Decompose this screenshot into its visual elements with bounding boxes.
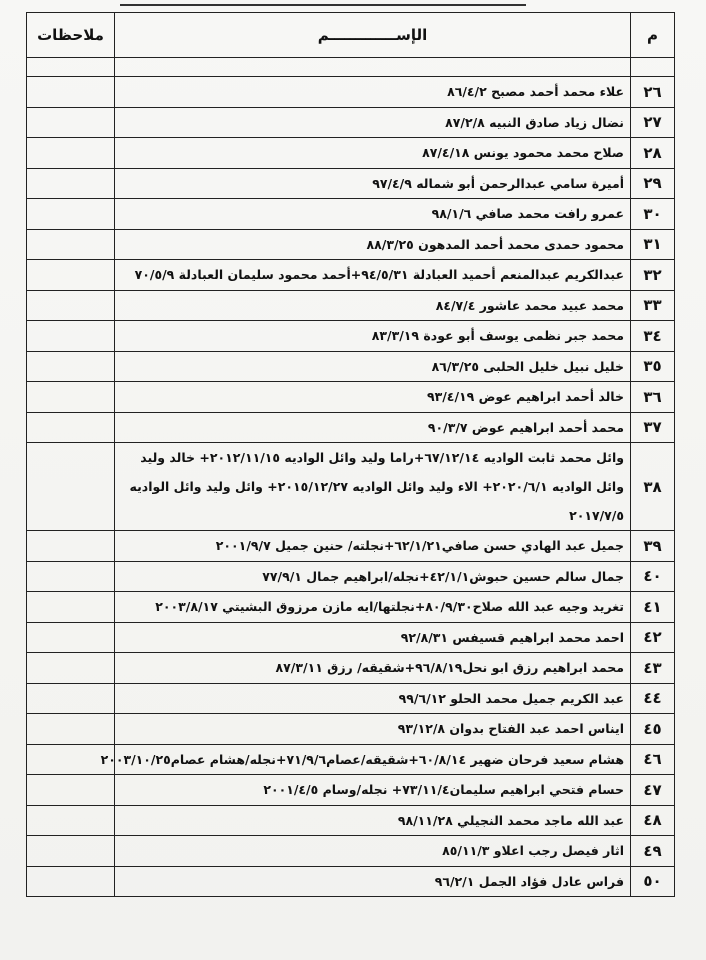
table-row bbox=[27, 775, 675, 806]
row-notes bbox=[27, 168, 115, 199]
row-notes bbox=[27, 77, 115, 108]
row-name: خالد أحمد ابراهيم عوض ٩٣/٤/١٩ bbox=[115, 382, 631, 413]
row-number: ٥٠ bbox=[631, 866, 675, 897]
row-name: فراس عادل فؤاد الجمل ٩٦/٢/١ bbox=[115, 866, 631, 897]
header-notes: ملاحظات bbox=[27, 13, 115, 58]
row-name: عمرو رافت محمد صافي ٩٨/١/٦ bbox=[115, 199, 631, 230]
row-notes bbox=[27, 683, 115, 714]
row-notes bbox=[27, 382, 115, 413]
row-number: ٢٧ bbox=[631, 107, 675, 138]
row-name: عبدالكريم عبدالمنعم أحميد العبادلة ٩٤/٥/٣١+أحمد محمود سليمان العبادلة ٧٠/٥/٩ bbox=[115, 260, 631, 291]
header-number: م bbox=[631, 13, 675, 58]
top-header-line bbox=[120, 0, 526, 6]
row-name: محمود حمدى محمد أحمد المدهون ٨٨/٣/٢٥ bbox=[115, 229, 631, 260]
row-number: ٤٩ bbox=[631, 836, 675, 867]
row-number: ٣٩ bbox=[631, 531, 675, 562]
row-name: ايناس احمد عبد الفتاح بدوان ٩٣/١٢/٨ bbox=[115, 714, 631, 745]
table-row bbox=[27, 622, 675, 653]
header-name: الإســـــــــــــم bbox=[115, 13, 631, 58]
row-name: محمد ابراهيم رزق ابو نحل٩٦/٨/١٩+شقيقه/ رزق ٨٧/٣/١١ bbox=[115, 653, 631, 684]
row-number: ٤٤ bbox=[631, 683, 675, 714]
table-row bbox=[27, 107, 675, 138]
row-name: نضال زياد صادق النبيه ٨٧/٢/٨ bbox=[115, 107, 631, 138]
table-row bbox=[27, 866, 675, 897]
names-table bbox=[26, 12, 675, 897]
row-name: محمد جبر نظمى يوسف أبو عودة ٨٣/٣/١٩ bbox=[115, 321, 631, 352]
row-name: عبد الله ماجد محمد النجيلي ٩٨/١١/٢٨ bbox=[115, 805, 631, 836]
row-notes bbox=[27, 866, 115, 897]
row-name: محمد عبيد محمد عاشور ٨٤/٧/٤ bbox=[115, 290, 631, 321]
row-number: ٣٢ bbox=[631, 260, 675, 291]
table-row bbox=[27, 351, 675, 382]
row-number: ٤٦ bbox=[631, 744, 675, 775]
table-header-row bbox=[27, 13, 675, 58]
row-name: تغريد وجيه عبد الله صلاح٨٠/٩/٣٠+نجلتها/ايه مازن مرزوق البشيتي ٢٠٠٣/٨/١٧ bbox=[115, 592, 631, 623]
row-notes bbox=[27, 714, 115, 745]
row-number: ٣١ bbox=[631, 229, 675, 260]
table-row bbox=[27, 531, 675, 562]
row-number: ٤٠ bbox=[631, 561, 675, 592]
table-row bbox=[27, 714, 675, 745]
row-notes bbox=[27, 805, 115, 836]
row-number: ٤٧ bbox=[631, 775, 675, 806]
row-name: علاء محمد أحمد مصبح ٨٦/٤/٢ bbox=[115, 77, 631, 108]
row-name: جميل عبد الهادي حسن صافي٦٢/١/٢١+نجلته/ حنين جميل ٢٠٠١/٩/٧ bbox=[115, 531, 631, 562]
row-notes bbox=[27, 351, 115, 382]
row-name: صلاح محمد محمود يونس ٨٧/٤/١٨ bbox=[115, 138, 631, 169]
row-number: ٣٥ bbox=[631, 351, 675, 382]
row-notes bbox=[27, 412, 115, 443]
table-row bbox=[27, 683, 675, 714]
row-notes bbox=[27, 260, 115, 291]
table-row bbox=[27, 592, 675, 623]
table-row bbox=[27, 412, 675, 443]
row-name: جمال سالم حسين حبوش٤٢/١/١+نجله/ابراهيم جمال ٧٧/٩/١ bbox=[115, 561, 631, 592]
table-row bbox=[27, 744, 675, 775]
row-name: عبد الكريم جميل محمد الحلو ٩٩/٦/١٢ bbox=[115, 683, 631, 714]
table-body bbox=[27, 58, 675, 897]
table-row bbox=[27, 168, 675, 199]
row-notes bbox=[27, 229, 115, 260]
row-name: محمد أحمد ابراهيم عوض ٩٠/٣/٧ bbox=[115, 412, 631, 443]
row-notes bbox=[27, 107, 115, 138]
row-notes bbox=[27, 138, 115, 169]
row-number: ٣٦ bbox=[631, 382, 675, 413]
row-name: وائل محمد ثابت الواديه ٦٧/١٢/١٤+راما وليد وائل الواديه ٢٠١٢/١١/١٥+ خالد وليد وائل الواديه ٢٠٢٠/٦/١+ الاء وليد وائل الواديه ٢٠١٥/١٢/٢٧+ وائل وليد وائل الواديه ٢٠١٧/٧/٥ bbox=[115, 443, 631, 531]
row-notes bbox=[27, 775, 115, 806]
row-name: احمد محمد ابراهيم قسيفس ٩٢/٨/٣١ bbox=[115, 622, 631, 653]
row-number: ٣٠ bbox=[631, 199, 675, 230]
row-name: خليل نبيل خليل الحلبى ٨٦/٣/٢٥ bbox=[115, 351, 631, 382]
row-number: ٣٧ bbox=[631, 412, 675, 443]
table-row bbox=[27, 290, 675, 321]
spacer-cell bbox=[115, 58, 631, 77]
row-number: ٤٣ bbox=[631, 653, 675, 684]
table-row bbox=[27, 443, 675, 531]
table-row bbox=[27, 138, 675, 169]
table-row bbox=[27, 77, 675, 108]
row-notes bbox=[27, 653, 115, 684]
spacer-cell bbox=[631, 58, 675, 77]
row-number: ٢٦ bbox=[631, 77, 675, 108]
row-name: اثار فيصل رجب اعلاو ٨٥/١١/٣ bbox=[115, 836, 631, 867]
row-name: هشام سعيد فرحان ضهير ٦٠/٨/١٤+شقيقه/عصام٧١/٩/٦+نجله/هشام عصام٢٠٠٣/١٠/٢٥ bbox=[115, 744, 631, 775]
row-notes bbox=[27, 531, 115, 562]
table-row bbox=[27, 382, 675, 413]
row-notes bbox=[27, 290, 115, 321]
row-notes bbox=[27, 443, 115, 531]
row-number: ٤١ bbox=[631, 592, 675, 623]
row-notes bbox=[27, 561, 115, 592]
row-number: ٣٤ bbox=[631, 321, 675, 352]
table-row bbox=[27, 321, 675, 352]
table-row bbox=[27, 805, 675, 836]
table-row bbox=[27, 199, 675, 230]
row-name: حسام فتحي ابراهيم سليمان٧٣/١١/٤+ نجله/وسام ٢٠٠١/٤/٥ bbox=[115, 775, 631, 806]
row-number: ٣٨ bbox=[631, 443, 675, 531]
row-number: ٢٩ bbox=[631, 168, 675, 199]
row-number: ٤٢ bbox=[631, 622, 675, 653]
table-row bbox=[27, 836, 675, 867]
row-number: ٤٥ bbox=[631, 714, 675, 745]
table-row bbox=[27, 653, 675, 684]
row-number: ٢٨ bbox=[631, 138, 675, 169]
spacer-cell bbox=[27, 58, 115, 77]
row-notes bbox=[27, 321, 115, 352]
row-number: ٣٣ bbox=[631, 290, 675, 321]
row-number: ٤٨ bbox=[631, 805, 675, 836]
table-row bbox=[27, 561, 675, 592]
row-notes bbox=[27, 199, 115, 230]
table-row bbox=[27, 260, 675, 291]
row-notes bbox=[27, 836, 115, 867]
row-notes bbox=[27, 622, 115, 653]
row-notes bbox=[27, 592, 115, 623]
spacer-row bbox=[27, 58, 675, 77]
row-name: أميرة سامي عبدالرحمن أبو شماله ٩٧/٤/٩ bbox=[115, 168, 631, 199]
table-row bbox=[27, 229, 675, 260]
